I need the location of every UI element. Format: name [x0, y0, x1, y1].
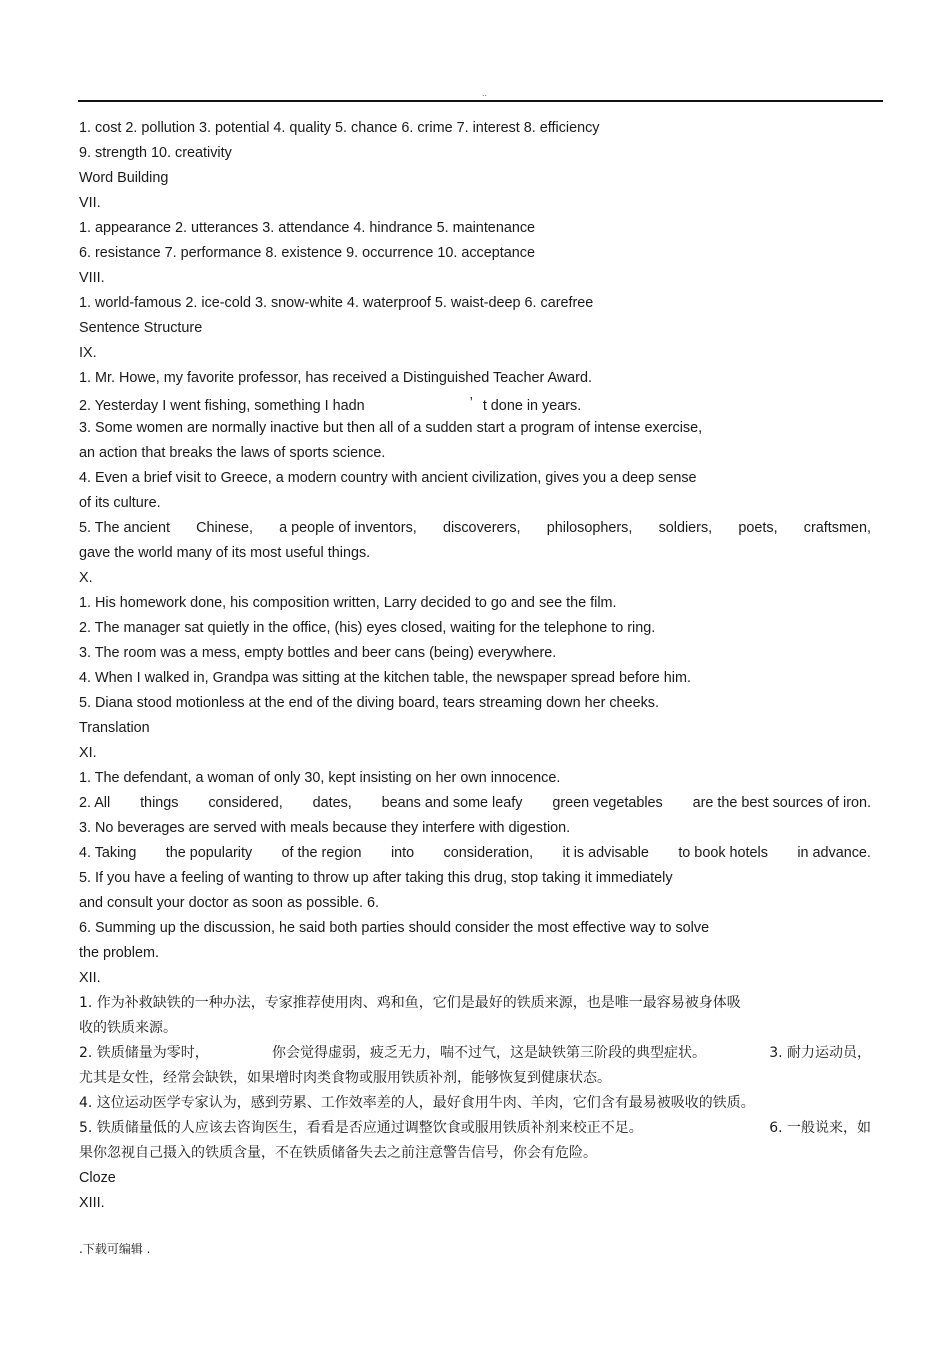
page-footer: .下载可编辑 . — [79, 1242, 151, 1256]
text-line: 1. 作为补救缺铁的一种办法，专家推荐使用肉、鸡和鱼，它们是最好的铁质来源，也是唯一最容易被身体吸 — [79, 995, 741, 1011]
text-segment: 2. Yesterday I went fishing, something I hadn — [79, 398, 365, 414]
text-line: 1. His homework done, his composition written, Larry decided to go and see the film. — [79, 595, 617, 611]
text-segment: in advance. — [797, 845, 871, 861]
text-line: Translation — [79, 720, 150, 736]
text-line: XII. — [79, 970, 101, 986]
text-segment: 2. 铁质储量为零时， — [79, 1045, 209, 1061]
text-line: 3. Some women are normally inactive but then all of a sudden start a program of intense exercise, — [79, 420, 703, 436]
text-segment: philosophers, — [546, 520, 633, 536]
text-line — [79, 1043, 871, 1068]
text-line: 1. Mr. Howe, my favorite professor, has received a Distinguished Teacher Award. — [79, 370, 592, 386]
text-segment: craftsmen, — [803, 520, 871, 536]
text-segment: discoverers, — [442, 520, 521, 536]
text-line: VIII. — [79, 270, 105, 286]
text-line: an action that breaks the laws of sports science. — [79, 445, 386, 461]
text-line: 3. No beverages are served with meals because they interfere with digestion. — [79, 820, 571, 836]
text-line — [79, 393, 879, 418]
text-segment: ’ — [469, 395, 473, 411]
text-line: 1. cost 2. pollution 3. potential 4. quality 5. chance 6. crime 7. interest 8. efficiency — [79, 120, 600, 136]
text-line: 1. appearance 2. utterances 3. attendance 4. hindrance 5. maintenance — [79, 220, 536, 236]
text-segment: things — [140, 795, 179, 811]
text-line — [79, 793, 871, 818]
header-mark: .. — [482, 88, 488, 98]
text-line: 1. world-famous 2. ice-cold 3. snow-white 4. waterproof 5. waist-deep 6. carefree — [79, 295, 594, 311]
text-segment: 你会觉得虚弱，疲乏无力，喘不过气，这是缺铁第三阶段的典型症状。 — [272, 1045, 706, 1061]
text-line: Sentence Structure — [79, 320, 203, 336]
text-line: gave the world many of its most useful things. — [79, 545, 371, 561]
text-segment: green vegetables — [552, 795, 663, 811]
text-line: 5. If you have a feeling of wanting to throw up after taking this drug, stop taking it immediately — [79, 870, 673, 886]
text-line: 收的铁质来源。 — [79, 1020, 177, 1036]
text-line: 3. The room was a mess, empty bottles and beer cans (being) everywhere. — [79, 645, 557, 661]
text-segment: 6. 一般说来，如 — [769, 1120, 871, 1136]
text-segment: are the best sources of iron. — [692, 795, 871, 811]
text-line: the problem. — [79, 945, 159, 961]
text-line: X. — [79, 570, 93, 586]
text-segment: t done in years. — [482, 398, 582, 414]
text-segment: dates, — [312, 795, 352, 811]
text-line — [79, 843, 871, 868]
text-segment: 3. 耐力运动员， — [769, 1045, 871, 1061]
text-line: 尤其是女性，经常会缺铁，如果增时肉类食物或服用铁质补剂，能够恢复到健康状态。 — [79, 1070, 611, 1086]
text-line: VII. — [79, 195, 101, 211]
text-line: and consult your doctor as soon as possible. 6. — [79, 895, 379, 911]
text-line: 4. 这位运动医学专家认为，感到劳累、工作效率差的人，最好食用牛肉、羊肉，它们含有最易被吸收的铁质。 — [79, 1095, 755, 1111]
text-segment: soldiers, — [658, 520, 713, 536]
document-body — [79, 118, 879, 1218]
text-line — [79, 1118, 871, 1143]
text-line: 4. Even a brief visit to Greece, a modern country with ancient civilization, gives you a deep sense — [79, 470, 697, 486]
text-line: 6. resistance 7. performance 8. existence 9. occurrence 10. acceptance — [79, 245, 535, 261]
text-segment: Chinese, — [196, 520, 253, 536]
text-segment: to book hotels — [678, 845, 768, 861]
text-line: 2. The manager sat quietly in the office, (his) eyes closed, waiting for the telephone to ring. — [79, 620, 656, 636]
text-segment: it is advisable — [562, 845, 649, 861]
text-line: Cloze — [79, 1170, 116, 1186]
text-line: 1. The defendant, a woman of only 30, kept insisting on her own innocence. — [79, 770, 561, 786]
text-segment: a people of inventors, — [279, 520, 417, 536]
text-segment: into — [390, 845, 415, 861]
text-segment: consideration, — [443, 845, 534, 861]
text-line: IX. — [79, 345, 97, 361]
text-segment: 2. All — [79, 795, 111, 811]
text-line: Word Building — [79, 170, 169, 186]
text-segment: the popularity — [165, 845, 253, 861]
text-line: 5. Diana stood motionless at the end of the diving board, tears streaming down her cheeks. — [79, 695, 659, 711]
text-segment: 5. 铁质储量低的人应该去咨询医生，看看是否应通过调整饮食或服用铁质补剂来校正不足。 — [79, 1120, 643, 1136]
text-segment: poets, — [738, 520, 778, 536]
text-line: 4. When I walked in, Grandpa was sitting at the kitchen table, the newspaper spread before him. — [79, 670, 691, 686]
text-line: 6. Summing up the discussion, he said both parties should consider the most effective way to solve — [79, 920, 710, 936]
text-segment: 5. The ancient — [79, 520, 170, 536]
text-segment: of the region — [281, 845, 362, 861]
text-line — [79, 518, 871, 543]
header-rule — [78, 100, 883, 102]
text-line: XI. — [79, 745, 97, 761]
text-line: 9. strength 10. creativity — [79, 145, 232, 161]
text-segment: 4. Taking — [79, 845, 137, 861]
text-segment: beans and some leafy — [381, 795, 523, 811]
text-line: of its culture. — [79, 495, 161, 511]
text-segment: considered, — [208, 795, 283, 811]
text-line: XIII. — [79, 1195, 105, 1211]
text-line: 果你忽视自己摄入的铁质含量，不在铁质储备失去之前注意警告信号，你会有危险。 — [79, 1145, 597, 1161]
